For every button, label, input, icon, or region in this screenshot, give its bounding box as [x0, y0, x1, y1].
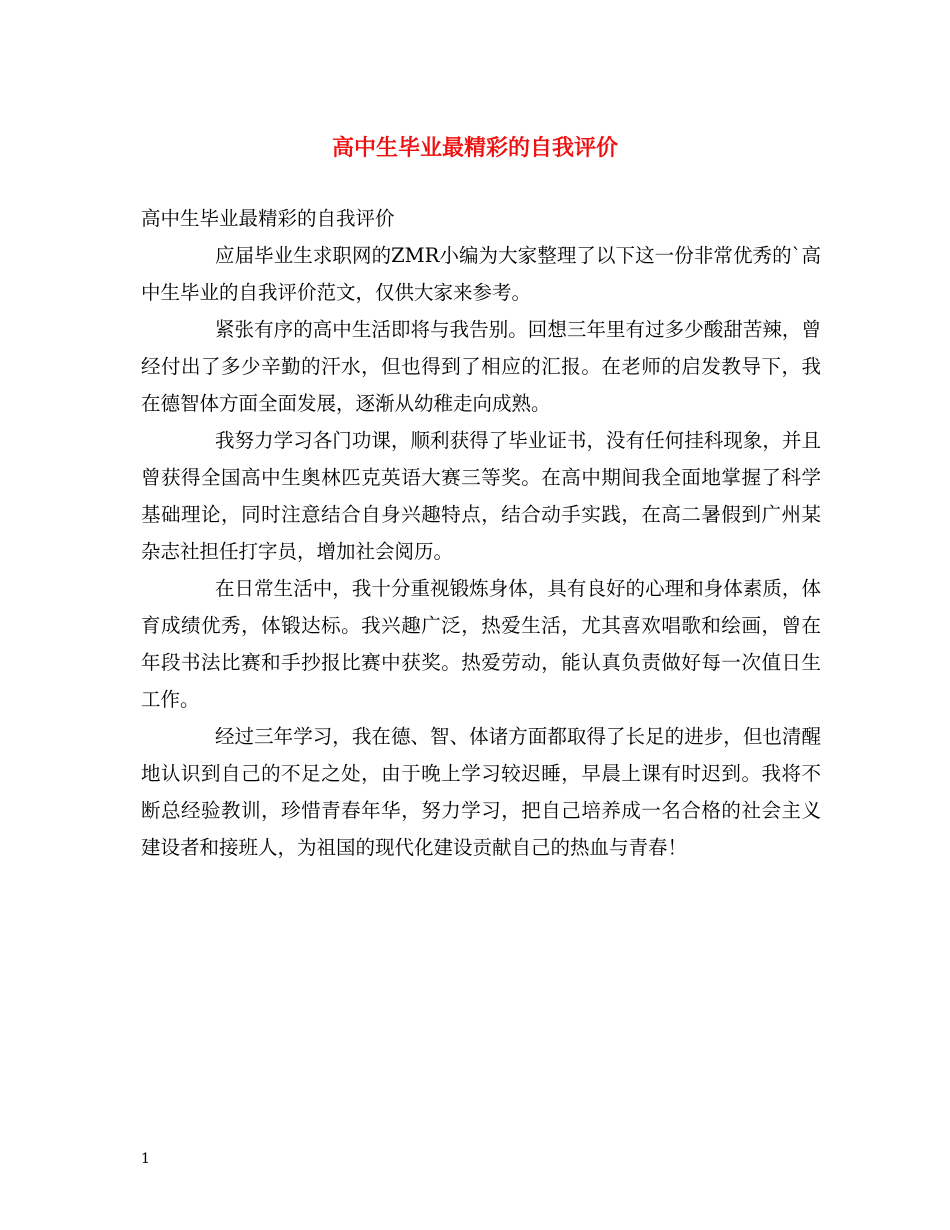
paragraph-high-school-life: 紧张有序的高中生活即将与我告别。回想三年里有过多少酸甜苦辣，曾经付出了多少辛勤的汗水，但也得到了相应的汇报。在老师的启发教导下，我在德智体方面全面发展，逐渐从幼稚走向成熟。	[141, 318, 821, 415]
paragraph-daily-life: 在日常生活中，我十分重视锻炼身体，具有良好的心理和身体素质，体育成绩优秀，体锻达标。我兴趣广泛，热爱生活，尤其喜欢唱歌和绘画，曾在年段书法比赛和手抄报比赛中获奖。热爱劳动，能认真负责做好每一次值日生工作。	[141, 577, 821, 711]
document-subtitle: 高中生毕业最精彩的自我评价	[141, 207, 395, 230]
document-body	[141, 200, 821, 866]
paragraph-conclusion: 经过三年学习，我在德、智、体诸方面都取得了长足的进步，但也清醒地认识到自己的不足之处，由于晚上学习较迟睡，早晨上课有时迟到。我将不断总经验教训，珍惜青春年华，努力学习，把自己培养成一名合格的社会主义建设者和接班人，为祖国的现代化建设贡献自己的热血与青春！	[141, 725, 821, 859]
paragraph-intro: 应届毕业生求职网的ZMR小编为大家整理了以下这一份非常优秀的`高中生毕业的自我评价范文，仅供大家来参考。	[141, 244, 821, 304]
page-number: 1	[141, 1151, 150, 1167]
paragraph-study: 我努力学习各门功课，顺利获得了毕业证书，没有任何挂科现象，并且曾获得全国高中生奥林匹克英语大赛三等奖。在高中期间我全面地掌握了科学基础理论，同时注意结合自身兴趣特点，结合动手实践，在高二暑假到广州某杂志社担任打字员，增加社会阅历。	[141, 429, 821, 563]
document-title: 高中生毕业最精彩的自我评价	[331, 135, 618, 161]
